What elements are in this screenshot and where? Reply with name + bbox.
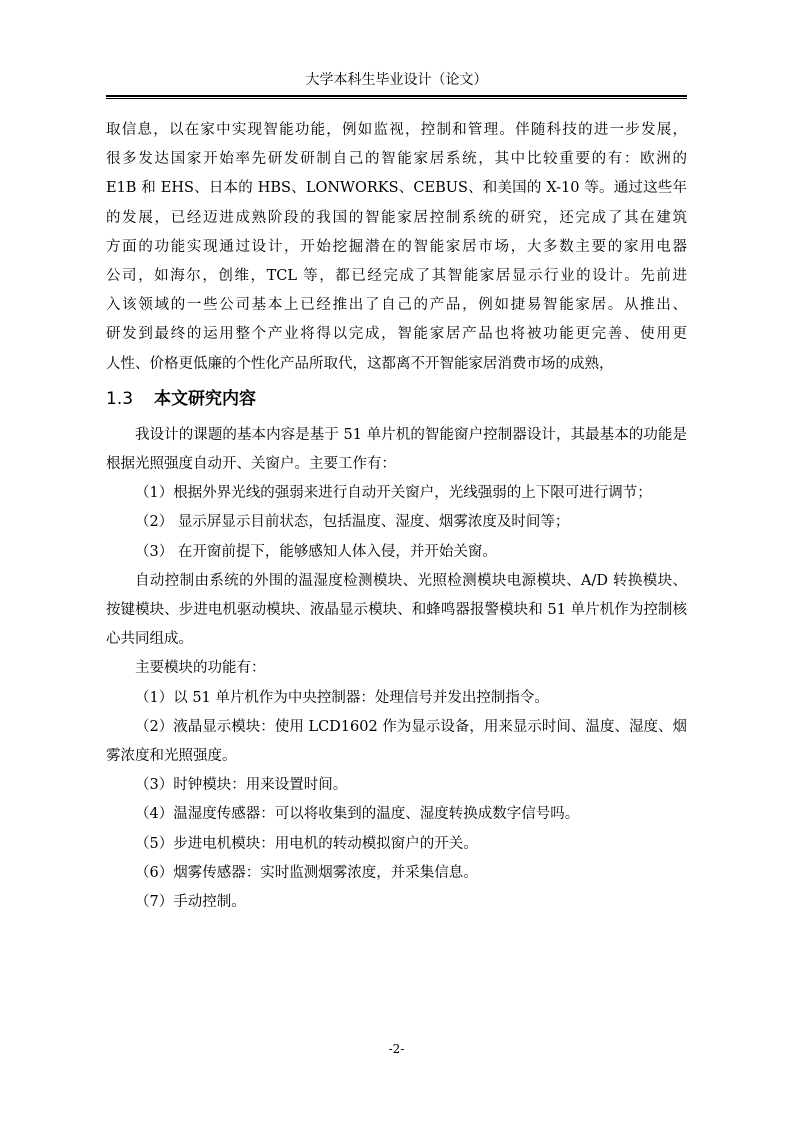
page-header: 大学本科生毕业设计（论文） [305,72,488,88]
task-item-3: （3） 在开窗前提下，能够感知人体入侵，并开始关窗。 [135,543,497,560]
section-heading [106,381,687,417]
intro-line: 的发展，已经迈进成熟阶段的我国的智能家居控制系统的研究，还完成了其在建筑 [106,209,687,226]
intro-line: 公司，如海尔，创维，TCL 等，都已经完成了其智能家居显示行业的设计。先前进 [106,268,687,285]
module-item-1: （1）以 51 单片机作为中央控制器：处理信号并发出控制指令。 [135,689,549,706]
module-item-7: （7）手动控制。 [135,894,246,911]
module-item-2: （2）液晶显示模块：使用 LCD1602 作为显示设备，用来显示时间、温度、湿度、烟雾浓度和光照强度。 [106,718,687,765]
page-body [106,116,687,917]
intro-line: E1B 和 EHS、日本的 HBS、LONWORKS、CEBUS、和美国的 X-10 等。通过这些年 [106,180,687,197]
module-item-5: （5）步进电机模块：用电机的转动模拟窗户的开关。 [135,835,478,852]
section-number: 1.3 [106,388,134,409]
modules-intro: 主要模块的功能有： [135,660,266,677]
content-paragraph: 我设计的课题的基本内容是基于 51 单片机的智能窗户控制器设计，其最基本的功能是根据光照强度自动开、关窗户。主要工作有： [106,426,687,473]
page-number: -2- [388,1042,405,1056]
intro-line: 方面的功能实现通过设计，开始挖掘潜在的智能家居市场，大多数主要的家用电器 [106,238,687,255]
module-item-6: （6）烟雾传感器：实时监测烟雾浓度，并采集信息。 [135,864,478,881]
section-title: 本文研究内容 [154,388,256,409]
intro-paragraph [106,116,687,379]
intro-line: 很多发达国家开始率先研发研制自己的智能家居系统，其中比较重要的有：欧洲的 [106,151,687,168]
module-item-3: （3）时钟模块：用来设置时间。 [135,777,348,794]
intro-line: 取信息，以在家中实现智能功能，例如监视，控制和管理。伴随科技的进一步发展， [106,122,687,138]
task-item-2: （2） 显示屏显示目前状态，包括温度、湿度、烟雾浓度及时间等； [135,514,570,531]
header-rule [106,95,687,99]
intro-line: 入该领域的一些公司基本上已经推出了自己的产品，例如捷易智能家居。从推出、 [106,297,687,314]
task-item-1: （1）根据外界光线的强弱来进行自动开关窗户，光线强弱的上下限可进行调节； [135,485,652,502]
intro-line: 人性、价格更低廉的个性化产品所取代，这都离不开智能家居消费市场的成熟， [106,355,614,372]
module-item-4: （4）温湿度传感器：可以将收集到的温度、湿度转换成数字信号吗。 [135,806,580,823]
intro-line: 研发到最终的运用整个产业将得以完成，智能家居产品也将被功能更完善、使用更 [106,326,687,343]
system-paragraph: 自动控制由系统的外围的温湿度检测模块、光照检测模块电源模块、A/D 转换模块、按键模块、步进电机驱动模块、液晶显示模块、和蜂鸣器报警模块和 51 单片机作为控制核心共同组成。 [106,572,687,648]
